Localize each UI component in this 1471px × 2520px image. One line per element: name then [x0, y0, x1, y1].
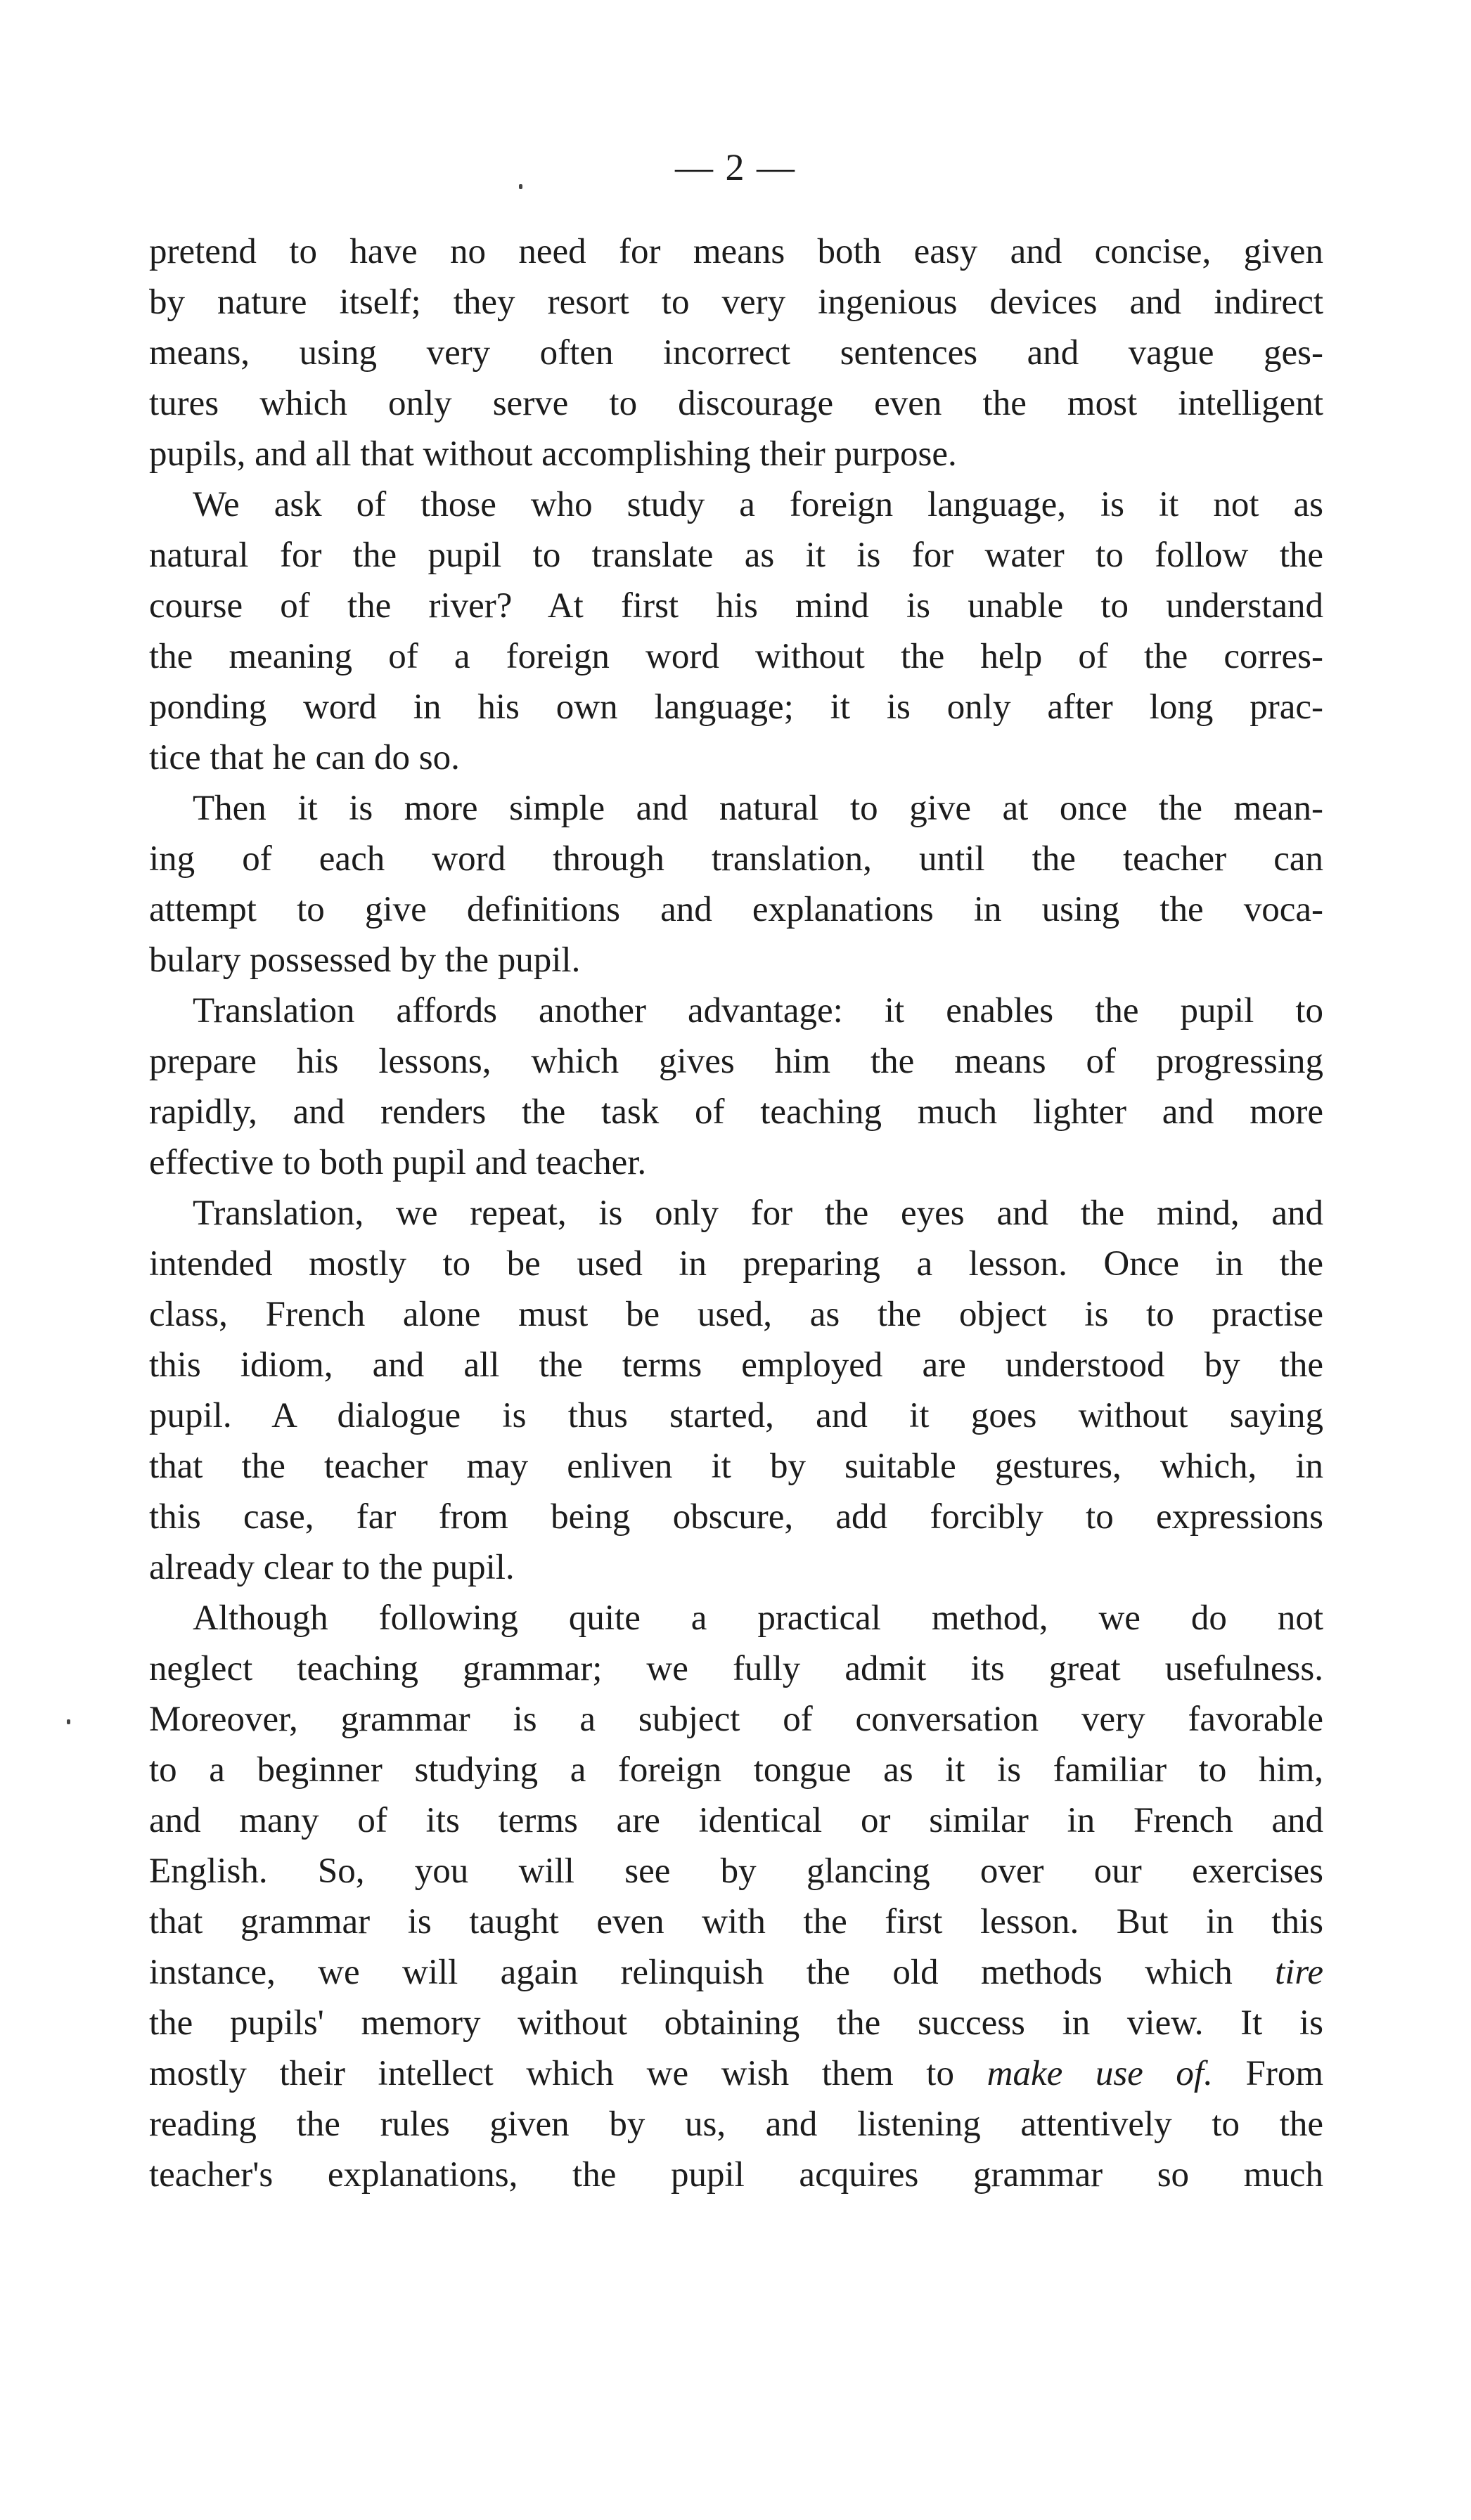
text-line: neglect teaching grammar; we fully admit its great usefulness.: [149, 1649, 1323, 1688]
text-line: means, using very often incorrect sentences and vague ges-: [149, 333, 1323, 373]
text-line: Translation affords another advantage: it enables the pupil to: [193, 991, 1323, 1030]
text-line: rapidly, and renders the task of teaching much lighter and more: [149, 1092, 1323, 1132]
text-line: intended mostly to be used in preparing a lesson. Once in the: [149, 1244, 1323, 1284]
text-line: the pupils' memory without obtaining the success in view. It is: [149, 2003, 1323, 2043]
text-line: the meaning of a foreign word without the help of the corres-: [149, 637, 1323, 676]
ink-speck: [519, 184, 522, 189]
text-line: pretend to have no need for means both easy and concise, given: [149, 232, 1323, 271]
text-line: pupils, and all that without accomplishing their purpose.: [149, 434, 957, 474]
paragraph: [149, 986, 1323, 1188]
text-line: prepare his lessons, which gives him the means of progressing: [149, 1042, 1323, 1081]
text-line: Then it is more simple and natural to give at once the mean-: [193, 789, 1323, 828]
text-line: to a beginner studying a foreign tongue as it is familiar to him,: [149, 1750, 1323, 1790]
text-line: ponding word in his own language; it is only after long prac-: [149, 687, 1323, 727]
text-line: attempt to give definitions and explanations in using the voca-: [149, 890, 1323, 929]
text-line: Translation, we repeat, is only for the eyes and the mind, and: [193, 1194, 1323, 1233]
text-line: reading the rules given by us, and listening attentively to the: [149, 2105, 1323, 2144]
text-line: natural for the pupil to translate as it is for water to follow the: [149, 536, 1323, 575]
paragraph: [149, 226, 1323, 479]
text-segment: From: [1212, 2054, 1323, 2093]
ink-speck: [67, 1719, 70, 1724]
text-line: already clear to the pupil.: [149, 1548, 515, 1587]
italic-phrase: make use of.: [987, 2054, 1213, 2093]
italic-word: tire: [1275, 1953, 1323, 1992]
text-line: bulary possessed by the pupil.: [149, 941, 581, 980]
paragraph: [149, 1188, 1323, 1593]
paragraph: [149, 783, 1323, 986]
text-segment: mostly their intellect which we wish them to: [149, 2054, 987, 2093]
text-line: tures which only serve to discourage even the most intelligent: [149, 384, 1323, 423]
text-line: English. So, you will see by glancing over our exercises: [149, 1852, 1323, 1891]
text-line: course of the river? At first his mind is unable to understand: [149, 586, 1323, 626]
text-line: effective to both pupil and teacher.: [149, 1143, 647, 1182]
page-number: — 2 —: [675, 146, 796, 188]
text-line: this idiom, and all the terms employed are understood by the: [149, 1345, 1323, 1385]
text-line: by nature itself; they resort to very ingenious devices and indirect: [149, 283, 1323, 322]
text-line: this case, far from being obscure, add forcibly to expressions: [149, 1497, 1323, 1537]
text-line: and many of its terms are identical or similar in French and: [149, 1801, 1323, 1840]
text-line: class, French alone must be used, as the object is to practise: [149, 1295, 1323, 1334]
text-segment: instance, we will again relinquish the old methods which: [149, 1953, 1276, 1992]
text-line: pupil. A dialogue is thus started, and it goes without saying: [149, 1396, 1323, 1435]
text-line: We ask of those who study a foreign language, is it not as: [193, 485, 1323, 524]
paragraph: [149, 479, 1323, 783]
text-line: [149, 1947, 1323, 1998]
text-line: teacher's explanations, the pupil acquires grammar so much: [149, 2155, 1323, 2195]
text-line: Moreover, grammar is a subject of conversation very favorable: [149, 1700, 1323, 1739]
text-line: [149, 2048, 1323, 2099]
text-line: that grammar is taught even with the first lesson. But in this: [149, 1902, 1323, 1941]
text-line: tice that he can do so.: [149, 738, 460, 777]
body-text: [149, 226, 1323, 2200]
text-line: that the teacher may enliven it by suitable gestures, which, in: [149, 1447, 1323, 1486]
paragraph: [149, 1593, 1323, 2200]
text-line: ing of each word through translation, until the teacher can: [149, 839, 1323, 879]
text-line: Although following quite a practical method, we do not: [193, 1598, 1323, 1638]
